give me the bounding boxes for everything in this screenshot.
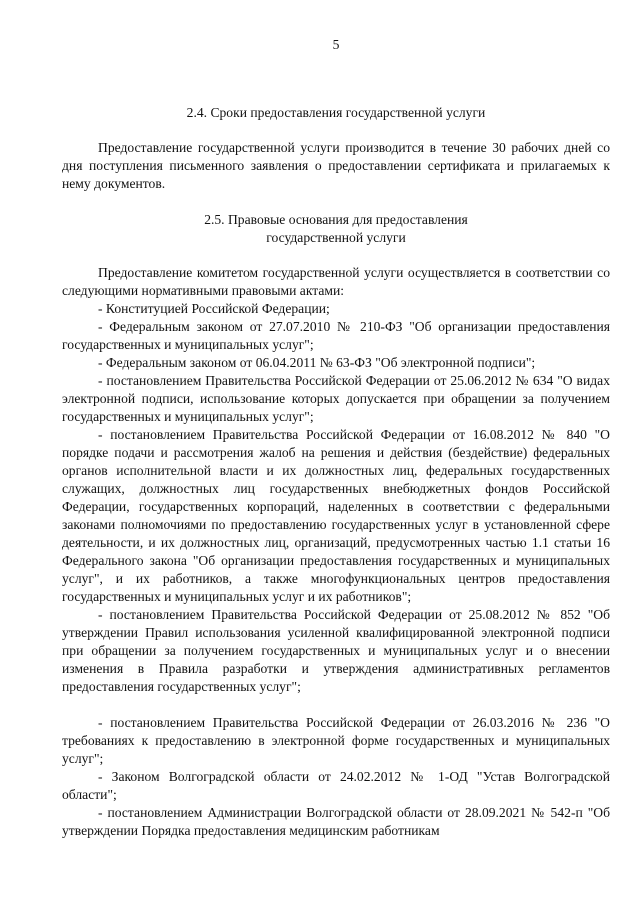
legal-act-item: - Федеральным законом от 06.04.2011 № 63-ФЗ "Об электронной подписи"; <box>98 355 536 370</box>
document-page <box>62 0 610 905</box>
section-2-5-intro: Предоставление комитетом государственной услуги осуществляется в соответствии со следующими нормативными правовыми актами: <box>62 265 610 298</box>
legal-act-item: - постановлением Правительства Российской Федерации от 25.08.2012 № 852 "Об утверждении Правил использования усиленной квалифицированной электронной подписи при обращении за получением государственных и муниципальных услуг и о внесении изменения в Правила разработки и утверждения административных регламентов предоставления государственных услуг"; <box>62 607 610 694</box>
section-2-5-title-line1: 2.5. Правовые основания для предоставления <box>204 212 468 227</box>
legal-act-item: - постановлением Правительства Российской Федерации от 25.06.2012 № 634 "О видах электронной подписи, использование которых допускается при обращении за получением государственных и муниципальных услуг"; <box>62 373 610 424</box>
section-2-4-title: 2.4. Сроки предоставления государственной услуги <box>186 105 486 120</box>
legal-act-item: - постановлением Правительства Российской Федерации от 26.03.2016 № 236 "О требованиях к предоставлению в электронной форме государственных и муниципальных услуг"; <box>62 715 610 766</box>
legal-act-item: - Конституцией Российской Федерации; <box>98 301 330 316</box>
legal-act-item: - постановлением Правительства Российской Федерации от 16.08.2012 № 840 "О порядке подачи и рассмотрения жалоб на решения и действия (бездействие) федеральных органов исполнительной власти и их должностных лиц, федеральных государственных служащих, должностных лиц государственных внебюджетных фондов Российской Федерации, государственных корпораций, наделенных в соответствии с федеральными законами полномочиями по предоставлению государственных услуг в установленной сфере деятельности, и их должностных лиц, организаций, предусмотренных частью 1.1 статьи 16 Федерального закона "Об организации предоставления государственных и муниципальных услуг", и их работников, а также многофункциональных центров предоставления государственных и муниципальных услуг и их работников"; <box>62 427 610 604</box>
page-number: 5 <box>332 37 340 52</box>
section-2-5-title-line2: государственной услуги <box>266 230 406 245</box>
legal-act-item: - Федеральным законом от 27.07.2010 № 210-ФЗ "Об организации предоставления государственных и муниципальных услуг"; <box>62 319 610 352</box>
section-2-4-paragraph: Предоставление государственной услуги производится в течение 30 рабочих дней со дня поступления письменного заявления о предоставлении сертификата и прилагаемых к нему документов. <box>62 140 610 191</box>
legal-act-item: - Законом Волгоградской области от 24.02.2012 № 1-ОД "Устав Волгоградской области"; <box>62 769 610 802</box>
legal-act-item: - постановлением Администрации Волгоградской области от 28.09.2021 № 542-п "Об утверждении Порядка предоставления медицинским работникам <box>62 805 610 838</box>
